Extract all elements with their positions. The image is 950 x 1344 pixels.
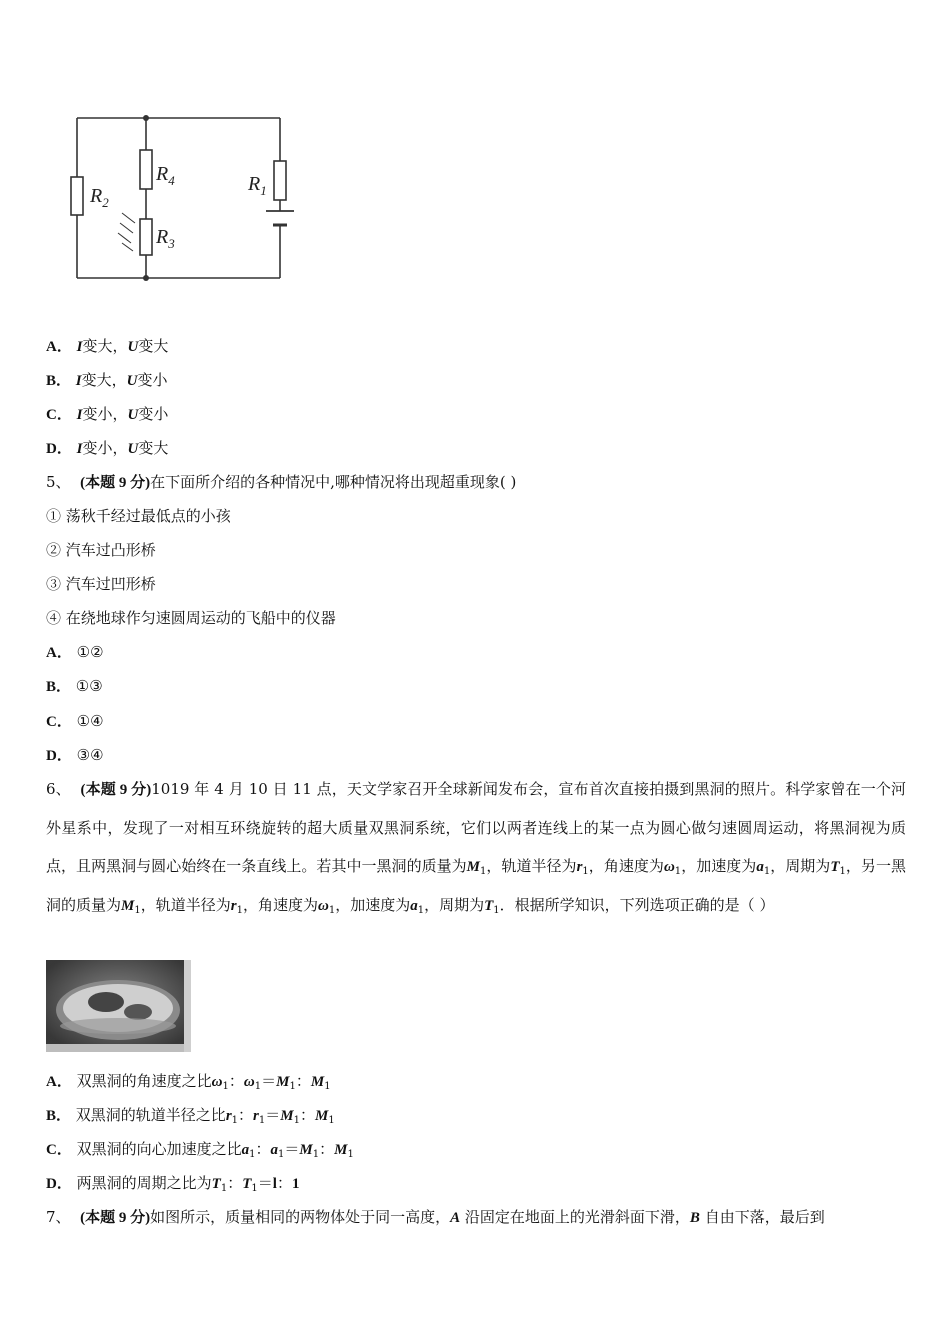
circuit-diagram [60,105,310,290]
q5-item-1: ① 荡秋千经过最低点的小孩 [46,507,231,525]
q5-option-b: B． ①③ [46,677,103,695]
black-hole-photo [46,960,191,1052]
q5-item-4: ④ 在绕地球作匀速圆周运动的飞船中的仪器 [46,609,336,627]
q6-option-c: C． 双黑洞的向心加速度之比$a_1$：$a_1=M_1$：$M_1$ [46,1140,354,1160]
q5-stem: 5、 (本题 9 分)在下面所介绍的各种情况中,哪种情况将出现超重现象( ) [46,473,517,491]
light-arrows-icon [118,213,135,251]
label-r3: $R_3$ [156,226,175,251]
label-r4: $R_4$ [156,163,175,188]
q5-item-3: ③ 汽车过凹形桥 [46,575,156,593]
q4-option-b: B． I变大，U变小 [46,371,168,389]
resistor-r1 [274,161,286,200]
label-r2: $R_2$ [90,185,109,210]
resistor-r4 [140,150,152,189]
q6-option-b: B． 双黑洞的轨道半径之比$r_1$：$r_1=M_1$：$M_1$ [46,1106,335,1126]
q4-option-c: C． I变小，U变小 [46,405,169,423]
q5-option-c: C． ①④ [46,712,104,730]
q5-option-d: D． ③④ [46,746,104,764]
resistor-r3 [140,219,152,255]
q6-stem: 6、 (本题 9 分)1019 年 4 月 10 日 11 点，天文学家召开全球新闻发布会，宣布首次直接拍摄到黑洞的照片。科学家曾在一个河外星系中，发现了一对相互环绕旋转的超大质量双黑洞系统，它们以两者连线上的某一点为圆心做匀速圆周运动，将黑洞视为质点，且两黑洞与圆心始终在一条直线上。若其中一黑洞的质量为$M_1$，轨道半径为$r_1$，角速度为$\omega_1$，加速度为$a_1$，周期为$T_1$，另一黑洞的质量为$M_1$，轨道半径为$r_1$，角速度为$\omega_1$，加速度为$a_1$，周期为$T_1$．根据所学知识，下列选项正确的是（ ） [46,780,906,916]
q6-option-a: A． 双黑洞的角速度之比$\omega_1$：$\omega_1=M_1$：$M_1$ [46,1072,331,1092]
q5-item-2: ② 汽车过凸形桥 [46,541,156,559]
q5-option-a: A． ①② [46,643,104,661]
q6-option-d: D． 两黑洞的周期之比为$T_1$：$T_1=l$：1 [46,1174,300,1194]
label-r1: $R_1$ [248,173,267,198]
q4-option-d: D． I变小，U变大 [46,439,169,457]
q4-option-a: A． I变大，U变大 [46,337,169,355]
q7-stem: 7、 (本题 9 分)如图所示，质量相同的两物体处于同一高度，A 沿固定在地面上的光滑斜面下滑，B 自由下落，最后到 [46,1208,825,1226]
resistor-r2 [71,177,83,215]
